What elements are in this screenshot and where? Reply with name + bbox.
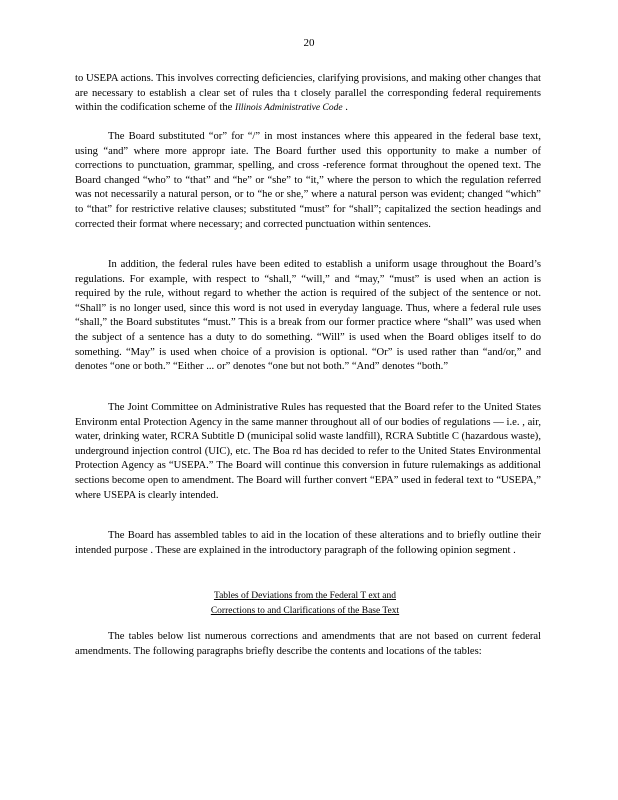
paragraph-substitutions: The Board substituted “or” for “/” in most instances where this appeared in the federal base text, using “and” where more appropr iate. The Board further used this opportunity to make a number of corrections to punctuation, grammar, spelling, and cross -reference format throughout the opened text. The Board changed “who” to “that” and “he” or “she” to “it,” where the person to which the regulation referred was not necessarily a natural person, or to “he or she,” where a natural person was evident; changed “which” to “that” for restrictive relative clauses; substituted “must” for “shall”; capitalized the section headings and corrected their format where necessary; and corrected punctuation within sentences. xyxy=(75,131,541,230)
paragraph-usepa-reference: The Joint Committee on Administrative Rules has requested that the Board refer to the United States Environm ental Protection Agency in the same manner throughout all of our bodies of regulations — i.e. , air, water, drinking water, RCRA Subtitle D (municipal solid waste landfill), RCRA Subtitle C (hazardous waste), underground injection control (UIC), etc. The Boa rd has decided to refer to the United States Environmental Protection Agency as “USEPA.” The Board will continue this conversion in future rulemakings as additional sections become open to amendment. The Board will further convert “EPA” used in federal text to “USEPA,” where USEPA is clearly intended. xyxy=(75,402,541,501)
caption-line-1: Tables of Deviations from the Federal T ext and xyxy=(213,591,397,601)
paragraph-text: to USEPA actions. This involves correcting deficiencies, clarifying provisions, and making other changes that are necessary to establish a clear set of rules tha t closely parallel the corresponding federal requirements within the codification scheme of the xyxy=(75,73,541,114)
paragraph-tables-assembled: The Board has assembled tables to aid in the location of these alterations and to briefly outline their intended purpose . These are explained in the introductory paragraph of the following opinion segment . xyxy=(75,530,541,556)
code-title-italic: Illinois Administrative Code xyxy=(235,103,343,114)
tables-caption xyxy=(180,589,430,619)
paragraph-uniform-usage: In addition, the federal rules have been edited to establish a uniform usage throughout the Board’s regulations. For example, with respect to “shall,” “will,” and “may,” “must” is used when an action is required by the rule, without regard to whether the action is required of the subject of the sentence or not. “Shall” is no longer used, since this word is not used in everyday language. Thus, where a federal rule uses “shall,” the Board substitutes “must.” This is a break from our former practice where “shall” was used when the subject of a sentence has a duty to do something. “Will” is used when the Board obliges itself to do something. “May” is used when choice of a provision is optional. “Or” is used rather than “and/or,” and denotes “one or both.” “Either ... or” denotes “one but not both.” “And” denotes “both.” xyxy=(75,259,541,373)
caption-line-2: Corrections to and Clarifications of the Base Text xyxy=(210,606,400,616)
paragraph-tail: . xyxy=(342,102,348,114)
paragraph-intro-continuation xyxy=(75,72,541,116)
page-number: 20 xyxy=(303,37,315,49)
paragraph-tables-description: The tables below list numerous corrections and amendments that are not based on current federal amendments. The following paragraphs briefly describe the contents and locations of the tables: xyxy=(75,631,541,657)
